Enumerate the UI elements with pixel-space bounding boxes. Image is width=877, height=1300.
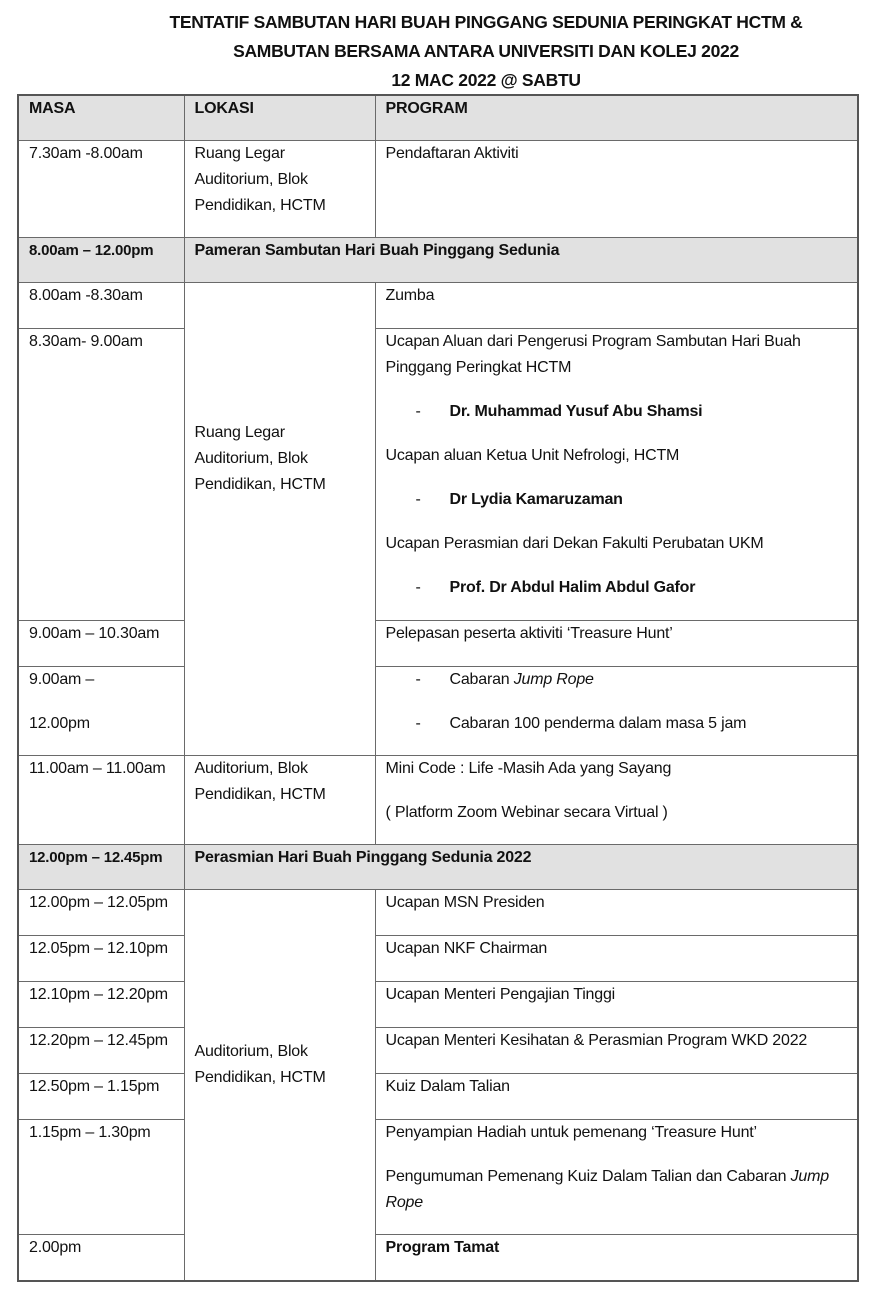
schedule-table — [17, 94, 859, 1282]
section-title: Perasmian Hari Buah Pinggang Sedunia 2022 — [184, 845, 858, 890]
speaker-item — [386, 487, 848, 513]
dash-bullet: - — [415, 671, 421, 688]
cell-program: Ucapan Menteri Kesihatan & Perasmian Program WKD 2022 — [375, 1028, 858, 1074]
cell-masa: 8.00am -8.30am — [18, 283, 184, 329]
cell-masa: 12.20pm – 12.45pm — [18, 1028, 184, 1074]
table-row — [18, 1074, 858, 1120]
cell-program: Program Tamat — [375, 1235, 858, 1282]
program-text: Penyampian Hadiah untuk pemenang ‘Treasure Hunt’ — [385, 1124, 757, 1141]
masa-line: 12.00pm — [29, 715, 90, 732]
dash-bullet: - — [415, 715, 421, 732]
cell-program: Pendaftaran Aktiviti — [375, 141, 858, 238]
section-title: Pameran Sambutan Hari Buah Pinggang Sedunia — [184, 238, 858, 283]
dash-bullet: - — [415, 491, 421, 508]
title-line-1: TENTATIF SAMBUTAN HARI BUAH PINGGANG SEDUNIA PERINGKAT HCTM & — [169, 12, 803, 32]
table-row — [18, 329, 858, 621]
announcement-text: Pengumuman Pemenang Kuiz Dalam Talian dan Cabaran — [385, 1168, 791, 1185]
program-text — [386, 1164, 848, 1216]
cell-program: Ucapan MSN Presiden — [375, 890, 858, 936]
table-header-row — [18, 95, 858, 141]
speaker-item — [386, 575, 848, 601]
table-row — [18, 141, 858, 238]
cell-program: Pelepasan peserta aktiviti ‘Treasure Hunt’ — [375, 621, 858, 667]
title-line-2: SAMBUTAN BERSAMA ANTARA UNIVERSITI DAN KOLEJ 2022 — [233, 41, 739, 61]
speaker-name: Prof. Dr Abdul Halim Abdul Gafor — [449, 579, 696, 596]
cell-program — [375, 1120, 858, 1235]
header-program: PROGRAM — [375, 95, 858, 141]
dash-bullet: - — [415, 579, 421, 596]
cell-program — [375, 756, 858, 845]
table-row — [18, 1120, 858, 1235]
document-title — [0, 8, 877, 95]
table-row — [18, 936, 858, 982]
challenge-prefix: Cabaran — [449, 671, 514, 688]
cell-lokasi: Ruang Legar Auditorium, Blok Pendidikan, HCTM — [184, 283, 375, 756]
speaker-name: Dr Lydia Kamaruzaman — [449, 491, 623, 508]
cell-masa: 8.30am- 9.00am — [18, 329, 184, 621]
speaker-item — [386, 399, 848, 425]
program-text: Ucapan Aluan dari Pengerusi Program Sambutan Hari Buah Pinggang Peringkat HCTM — [385, 333, 801, 376]
table-row — [18, 982, 858, 1028]
program-text: Ucapan Perasmian dari Dekan Fakulti Perubatan UKM — [385, 535, 764, 552]
cell-masa: 12.50pm – 1.15pm — [18, 1074, 184, 1120]
program-text: Ucapan aluan Ketua Unit Nefrologi, HCTM — [385, 447, 680, 464]
speaker-name: Dr. Muhammad Yusuf Abu Shamsi — [449, 403, 703, 420]
cell-lokasi: Auditorium, Blok Pendidikan, HCTM — [184, 756, 375, 845]
cell-masa: 12.10pm – 12.20pm — [18, 982, 184, 1028]
cell-lokasi: Auditorium, Blok Pendidikan, HCTM — [184, 890, 375, 1282]
section-row — [18, 845, 858, 890]
program-text: Mini Code : Life -Masih Ada yang Sayang — [385, 760, 672, 777]
title-line-3: 12 MAC 2022 @ SABTU — [391, 70, 581, 90]
dash-bullet: - — [415, 403, 421, 420]
program-text: ( Platform Zoom Webinar secara Virtual ) — [385, 804, 668, 821]
challenge-italic: Jump Rope — [513, 671, 594, 688]
cell-lokasi: Ruang Legar Auditorium, Blok Pendidikan, HCTM — [184, 141, 375, 238]
cell-program — [375, 667, 858, 756]
table-row — [18, 1028, 858, 1074]
cell-program: Zumba — [375, 283, 858, 329]
cell-program — [375, 329, 858, 621]
cell-masa: 2.00pm — [18, 1235, 184, 1282]
cell-masa: 1.15pm – 1.30pm — [18, 1120, 184, 1235]
cell-masa — [18, 667, 184, 756]
table-row — [18, 667, 858, 756]
cell-masa: 12.05pm – 12.10pm — [18, 936, 184, 982]
section-masa: 12.00pm – 12.45pm — [18, 845, 184, 890]
header-masa: MASA — [18, 95, 184, 141]
table-row — [18, 1235, 858, 1282]
table-row — [18, 890, 858, 936]
cell-program: Ucapan NKF Chairman — [375, 936, 858, 982]
section-row — [18, 238, 858, 283]
cell-masa: 7.30am -8.00am — [18, 141, 184, 238]
announcement-italic: Jump Rope — [385, 1168, 829, 1211]
table-row — [18, 283, 858, 329]
table-row — [18, 621, 858, 667]
challenge-item — [386, 711, 848, 737]
cell-program: Ucapan Menteri Pengajian Tinggi — [375, 982, 858, 1028]
cell-program: Kuiz Dalam Talian — [375, 1074, 858, 1120]
cell-masa: 11.00am – 11.00am — [18, 756, 184, 845]
cell-masa: 12.00pm – 12.05pm — [18, 890, 184, 936]
table-row — [18, 756, 858, 845]
cell-masa: 9.00am – 10.30am — [18, 621, 184, 667]
challenge-text: Cabaran 100 penderma dalam masa 5 jam — [449, 715, 747, 732]
challenge-item — [386, 667, 848, 693]
section-masa: 8.00am – 12.00pm — [18, 238, 184, 283]
header-lokasi: LOKASI — [184, 95, 375, 141]
masa-line: 9.00am – — [29, 671, 95, 688]
